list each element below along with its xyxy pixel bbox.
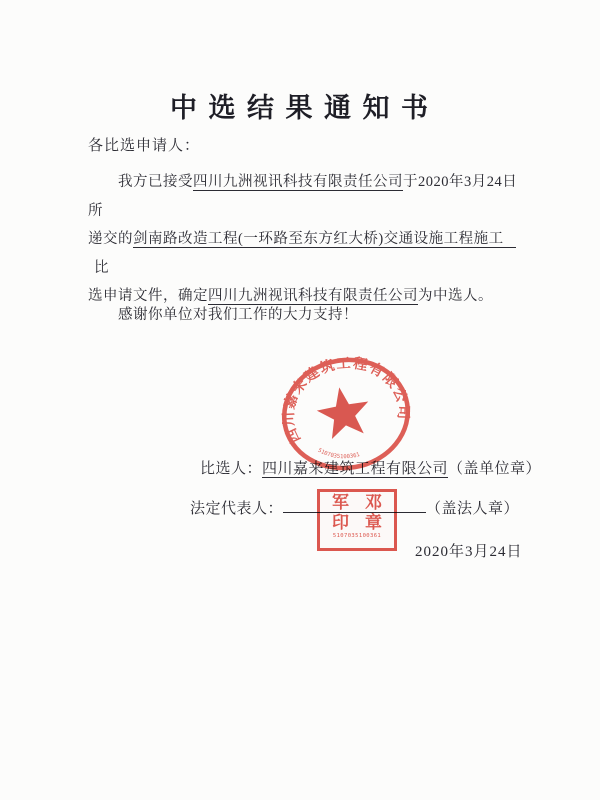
- legal-rep-label: 法定代表人：: [190, 501, 284, 517]
- seal-char: 印: [332, 513, 349, 532]
- legal-rep-square-seal: [317, 489, 397, 551]
- company-round-seal: [264, 340, 427, 487]
- underlined-project-name: 剑南路改造工程(一环路至东方红大桥)交通设施工程施工: [133, 231, 516, 248]
- salutation: 各比选申请人：: [88, 138, 201, 154]
- page-title: 中 选 结 果 通 知 书: [169, 93, 430, 123]
- company-seal-graphic: [264, 340, 427, 487]
- red-star-icon: [314, 383, 374, 441]
- personal-seal-number: 5107035100361: [332, 533, 382, 539]
- document-date: 2020年3月24日: [415, 544, 523, 560]
- seal-characters: [324, 493, 390, 533]
- body-paragraph: [88, 168, 524, 311]
- paragraph-line3: 选申请文件，确定四川九洲视讯科技有限责任公司为中选人。: [88, 288, 493, 304]
- bidder-label: 比选人：: [200, 461, 263, 477]
- seal-registration-number: 5107035100361: [316, 447, 361, 461]
- underlined-winner-name: 四川九洲视讯科技有限责任公司: [193, 174, 403, 190]
- seal-char: 军: [332, 493, 349, 512]
- paragraph-line1: 我方已接受四川九洲视讯科技有限责任公司于2020年3月24日所: [88, 174, 518, 219]
- thanks-note: 感谢你单位对我们工作的大力支持！: [118, 307, 358, 323]
- seal-company-name: 四川嘉来建筑工程有限公司: [281, 355, 411, 446]
- seal-char: 邓: [365, 493, 382, 512]
- legal-stamp-note: （盖法人章）: [426, 501, 520, 517]
- underlined-winner-name-2: 四川九洲视讯科技有限责任公司: [208, 288, 418, 304]
- svg-text:5107035100361: [316, 441, 361, 466]
- bidder-stamp-note: （盖单位章）: [448, 461, 542, 477]
- bidder-name: 四川嘉来建筑工程有限公司: [262, 461, 449, 477]
- paragraph-line2: 递交的剑南路改造工程(一环路至东方红大桥)交通设施工程施工比: [88, 231, 516, 276]
- seal-char: 章: [365, 513, 382, 532]
